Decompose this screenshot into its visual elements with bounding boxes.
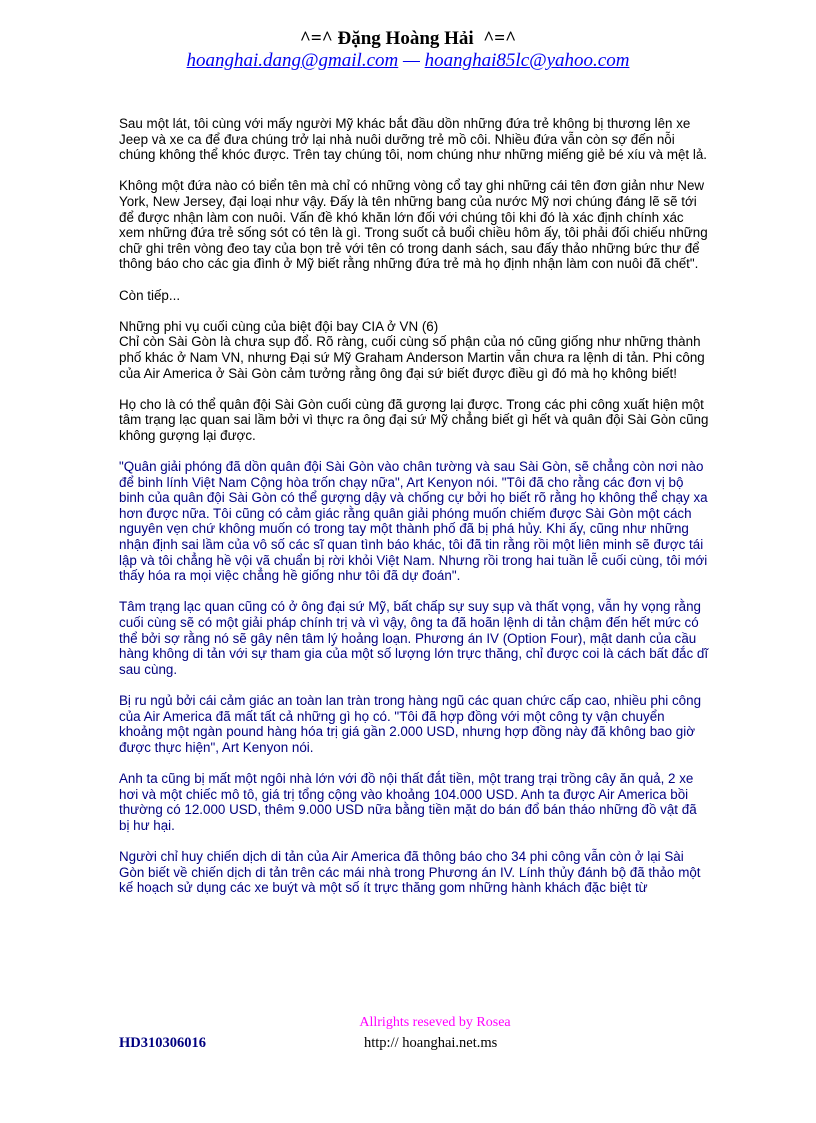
paragraph-continued: Còn tiếp... [119, 287, 181, 303]
paragraph-3: Chỉ còn Sài Gòn là chưa sụp đổ. Rõ ràng, cuối cùng số phận của nó cũng giống như những thành phố khác ở Nam VN, nhưng Đại sứ Mỹ Graham Anderson Martin vẫn chưa ra lệnh di tản. Phi công của Air America ở Sài Gòn cảm tưởng rằng ông đại sứ biết được điều gì đó mà họ không biết! [119, 334, 705, 381]
yahoo-link[interactable]: hoanghai85lc@yahoo.com [424, 50, 630, 71]
paragraph-6: Tâm trạng lạc quan cũng có ở ông đại sứ Mỹ, bất chấp sự suy sụp và thất vọng, vẫn hy vọng rằng cuối cùng sẽ có một giải pháp chính trị và vì vậy, ông ta đã hoãn lệnh di tản chậm đến hết mức có thể bởi sợ rằng nó sẽ gây nên tâm lý hoảng loạn. Phương án IV (Option Four), mật danh của cầu hàng không di tản với sự tham gia của một số lượng lớn trực thăng, chỉ được coi là cách bất đắc dĩ sau cùng. [119, 599, 709, 677]
contact-emails [0, 50, 816, 72]
paragraph-5-quote: "Quân giải phóng đã dồn quân đội Sài Gòn vào chân tường và sau Sài Gòn, sẽ chẳng còn nơi nào để binh lính Việt Nam Cộng hòa trốn chạy nữa", Art Kenyon nói. "Tôi đã cho rằng các đơn vị bộ binh của quân đội Sài Gòn có thể gượng dậy và chống cự bởi họ biết rõ rằng họ không thể chạy xa hơn được nữa. Tôi cũng có cảm giác rằng quân giải phóng muốn chiếm được Sài Gòn một cách nguyên vẹn chứ không muốn có trong tay một thành phố đã bị phá hủy. Khi ấy, cũng như những nhận định sai lầm của vô số các sĩ quan tình báo khác, tôi đã tin rằng rồi một liên minh sẽ được tái lập và tôi chẳng hề vội vã chuẩn bị rời khỏi Việt Nam. Nhưng rồi trong hai tuần lễ cuối cùng, tôi mới thấy hóa ra mọi việc chẳng hề giống như tôi đã dự đoán". [119, 459, 708, 584]
gmail-link[interactable]: hoanghai.dang@gmail.com [186, 50, 399, 71]
article-body [119, 116, 709, 896]
paragraph-7: Bị ru ngủ bởi cái cảm giác an toàn lan tràn trong hàng ngũ các quan chức cấp cao, nhiều phi công của Air America đã mất tất cả những gì họ có. "Tôi đã hợp đồng với một công ty vận chuyển khoảng một ngàn pound hàng hóa trị giá gần 2.000 USD, nhưng hợp đồng này đã không bao giờ được thực hiện", Art Kenyon nói. [119, 692, 702, 755]
paragraph-4: Họ cho là có thể quân đội Sài Gòn cuối cùng đã gượng lại được. Trong các phi công xuất hiện một tâm trạng lạc quan sai lầm bởi vì thực ra ông đại sứ Mỹ chẳng biết gì hết và quân đội Sài Gòn cũng không gượng lại được. [119, 396, 709, 443]
email-separator: — [398, 50, 425, 71]
paragraph-1: Sau một lát, tôi cùng với mấy người Mỹ khác bắt đầu dồn những đứa trẻ không bị thương lên xe Jeep và xe ca để đưa chúng trở lại nhà nuôi dưỡng trẻ mồ côi. Nhiều đứa vẫn còn sợ đến nỗi chúng không thể khóc được. Trên tay chúng tôi, nom chúng như những miếng giẻ bé xíu và mệt lả. [119, 116, 708, 163]
footer-url: http:// hoanghai.net.ms [364, 1035, 498, 1051]
paragraph-2: Không một đứa nào có biển tên mà chỉ có những vòng cổ tay ghi những cái tên đơn giản như New York, New Jersey, đại loại như vậy. Đấy là tên những bang của nước Mỹ nơi chúng đáng lẽ sẽ tới để được nhận làm con nuôi. Vấn đề khó khăn lớn đối với chúng tôi khi đó là xác định chính xác xem những đứa trẻ sống sót có tên là gì. Trong suốt cả buổi chiều hôm ấy, tôi phải đối chiếu những chữ ghi trên vòng đeo tay của bọn trẻ với tên có trong danh sách, sau đấy thảo những bức thư để thông báo cho các gia đình ở Mỹ biết rằng những đứa trẻ mà họ định nhận làm con nuôi đã chết". [119, 178, 708, 272]
paragraph-8: Anh ta cũng bị mất một ngôi nhà lớn với đồ nội thất đắt tiền, một trang trại trồng cây ăn quả, 2 xe hơi và một chiếc mô tô, giá trị tổng cộng vào khoảng 104.000 USD. Anh ta được Air America bồi thường có 12.000 USD, thêm 9.000 USD nữa bằng tiền mặt do bán đổ bán tháo những đồ vật đã bị hư hại. [119, 770, 697, 833]
paragraph-9: Người chỉ huy chiến dịch di tản của Air America đã thông báo cho 34 phi công vẫn còn ở lại Sài Gòn biết về chiến dịch di tản trên các mái nhà trong Phương án IV. Lính thủy đánh bộ đã thảo một kế hoạch sử dụng các xe buýt và một số ít trực thăng gom những hành khách đặc biệt từ [119, 848, 701, 896]
page-title: ^=^ Đặng Hoàng Hải ^=^ [299, 28, 517, 49]
footer-rights: Allrights reseved by Rosea [359, 1015, 511, 1030]
section-heading: Những phi vụ cuối cùng của biệt đội bay CIA ở VN (6) [119, 318, 439, 334]
document-code: HD310306016 [119, 1035, 206, 1051]
